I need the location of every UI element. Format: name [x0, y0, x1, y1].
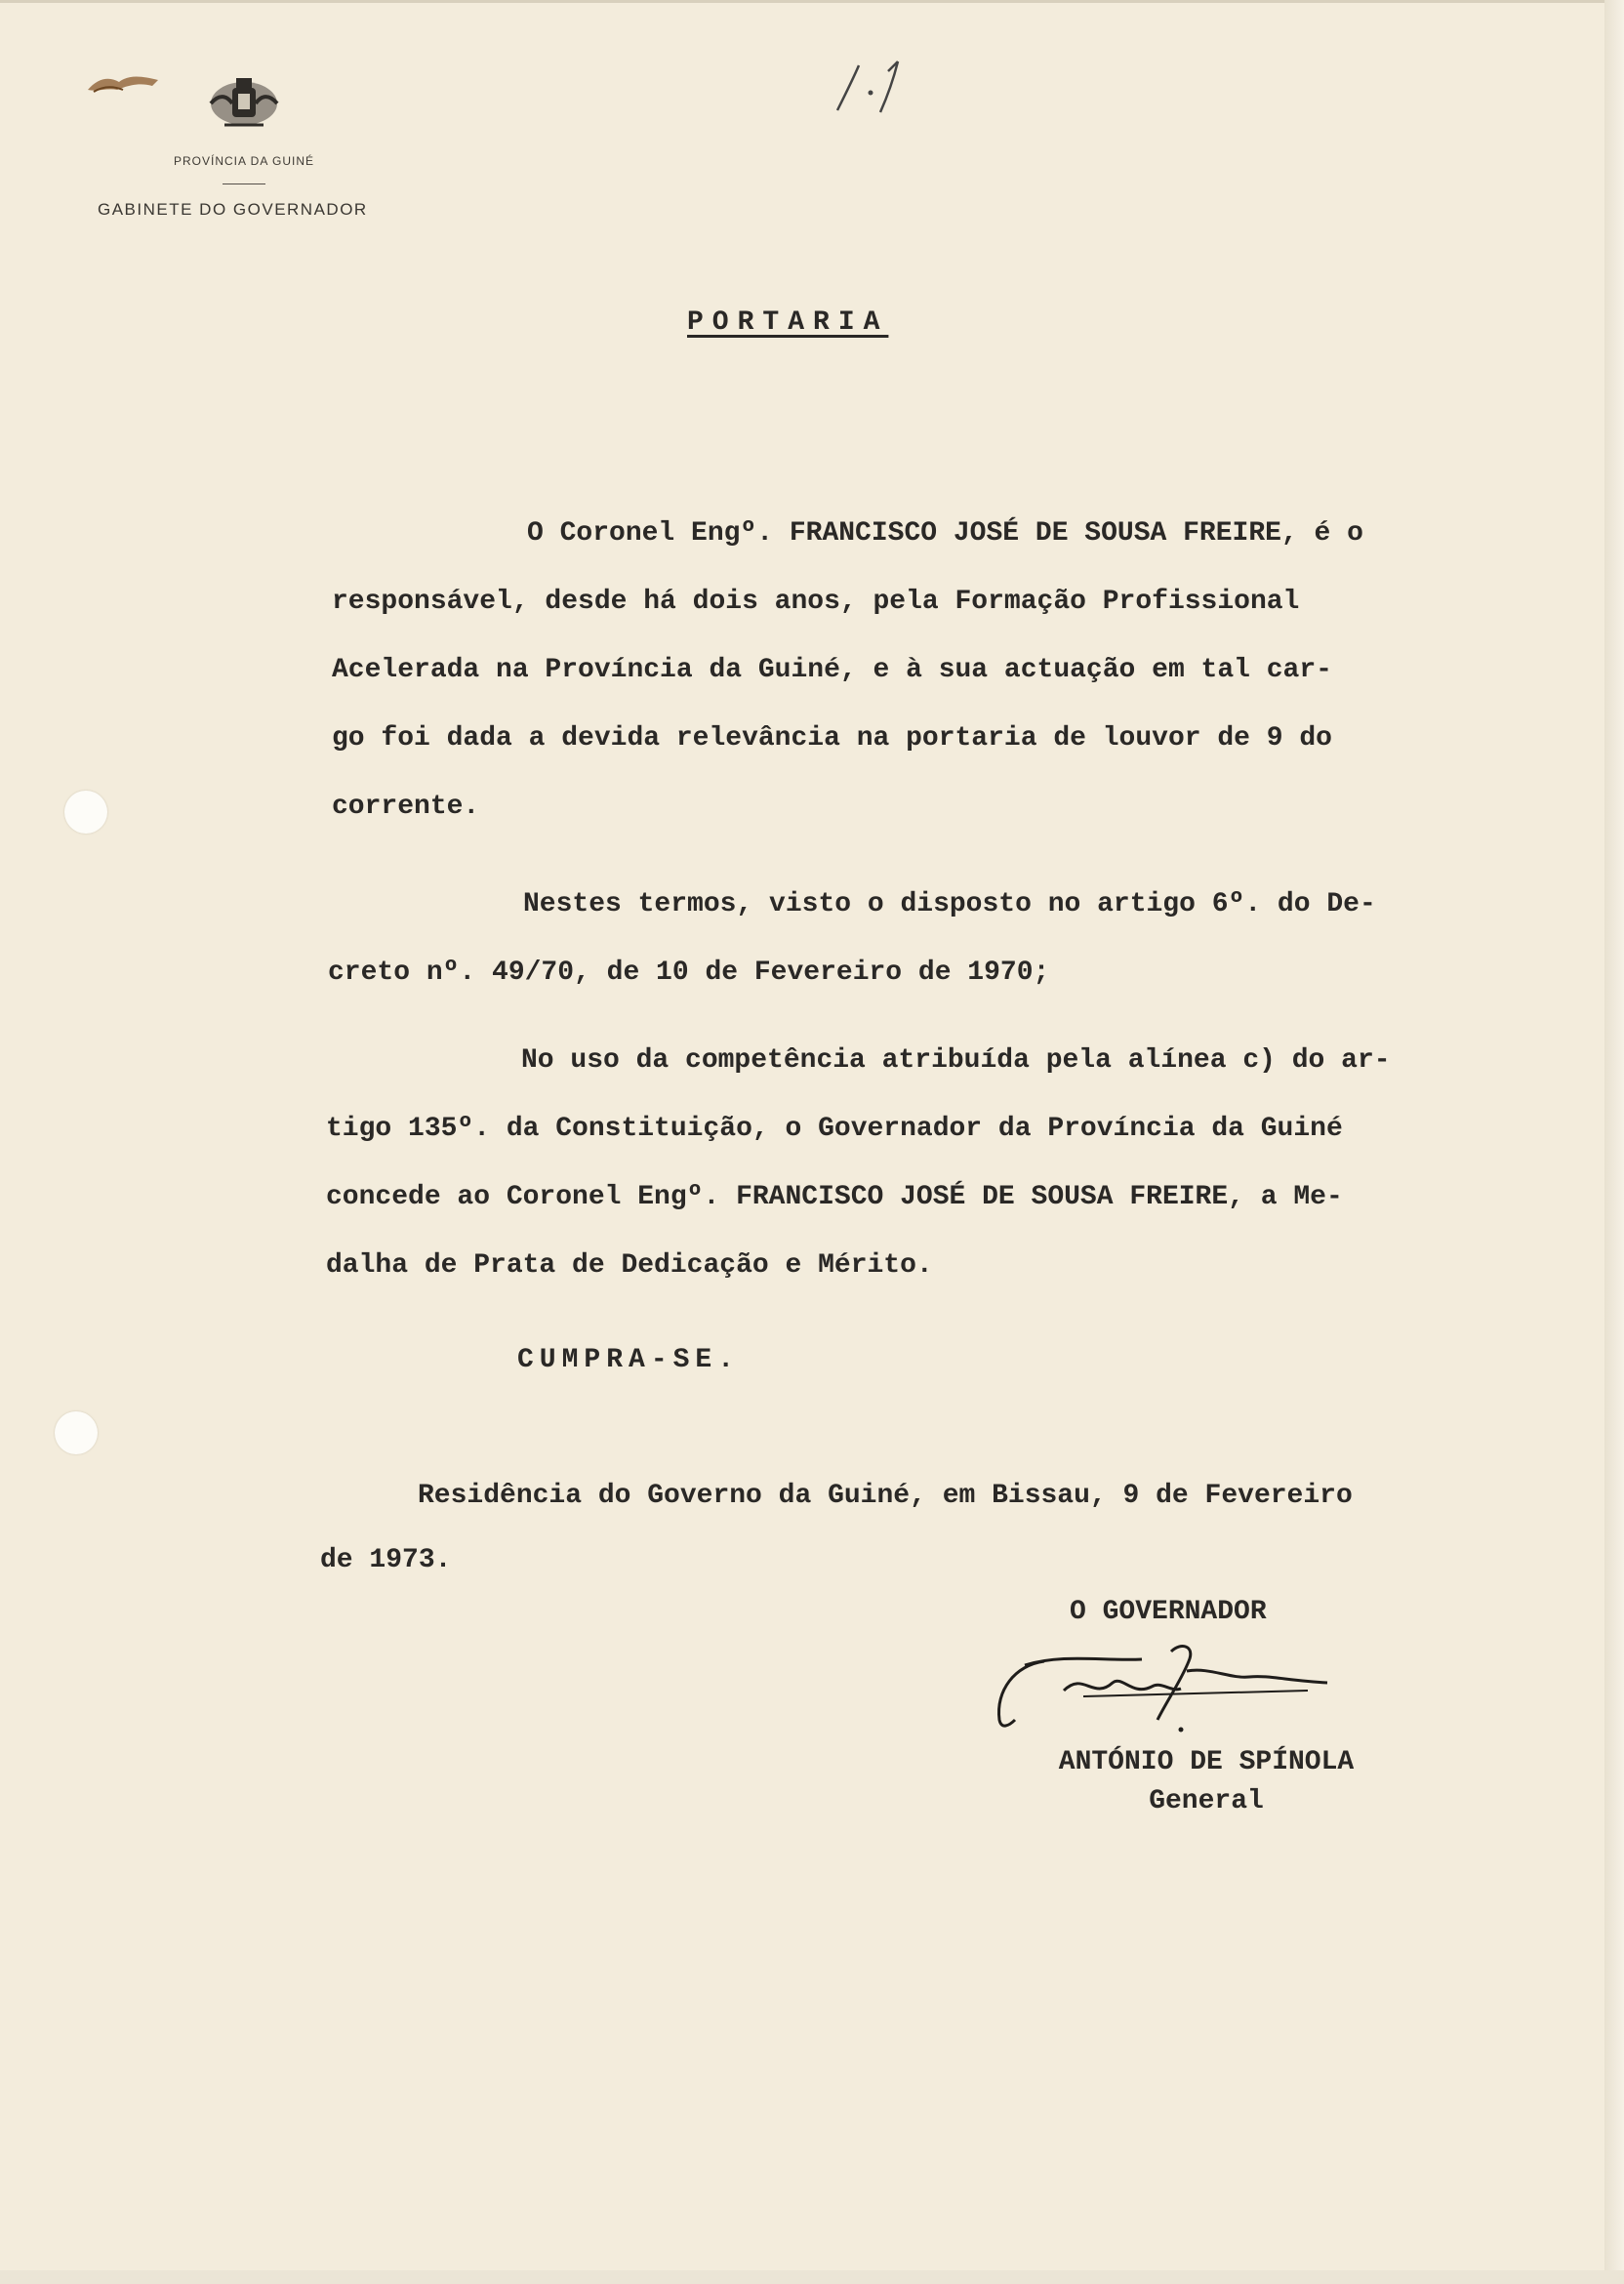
paragraph-2 — [328, 871, 1528, 1007]
signatory-name: ANTÓNIO DE SPÍNOLA — [1058, 1747, 1355, 1777]
text-line: tigo 135º. da Constituição, o Governador da Província da Guiné — [326, 1114, 1343, 1144]
signatory-rank: General — [1149, 1786, 1264, 1816]
signatory-title: O GOVERNADOR — [1070, 1597, 1267, 1627]
punch-hole — [55, 1411, 98, 1454]
handwritten-folio-mark — [830, 54, 908, 122]
page-edge — [1604, 0, 1624, 2284]
punch-hole — [64, 791, 107, 834]
handwritten-signature — [986, 1632, 1357, 1739]
place-and-date — [320, 1464, 1353, 1593]
text-line: concede ao Coronel Engº. FRANCISCO JOSÉ DE SOUSA FREIRE, a Me- — [326, 1182, 1343, 1212]
text-line: Residência do Governo da Guiné, em Bissau, 9 de Fevereiro — [418, 1481, 1353, 1511]
coat-of-arms-icon — [205, 68, 283, 137]
letterhead-office: GABINETE DO GOVERNADOR — [98, 200, 368, 219]
text-line: O Coronel Engº. FRANCISCO JOSÉ DE SOUSA FREIRE, é o — [527, 518, 1363, 549]
text-line: Nestes termos, visto o disposto no artigo 6º. do De- — [523, 889, 1376, 919]
text-line: de 1973. — [320, 1545, 452, 1575]
text-line: creto nº. 49/70, de 10 de Fevereiro de 1970; — [328, 958, 1050, 988]
page-bottom-edge — [0, 2270, 1624, 2284]
paragraph-3 — [326, 1027, 1526, 1300]
closing-order: CUMPRA-SE. — [517, 1345, 741, 1375]
document-title: PORTARIA — [687, 307, 889, 338]
letterhead-province: PROVÍNCIA DA GUINÉ — [173, 154, 315, 168]
torn-paper-mark — [84, 68, 162, 98]
text-line: dalha de Prata de Dedicação e Mérito. — [326, 1250, 933, 1281]
text-line: responsável, desde há dois anos, pela Formação Profissional — [332, 587, 1300, 617]
text-line: go foi dada a devida relevância na portaria de louvor de 9 do — [332, 723, 1332, 754]
text-line: corrente. — [332, 792, 480, 822]
text-line: Acelerada na Província da Guiné, e à sua actuação em tal car- — [332, 655, 1332, 685]
paragraph-1 — [332, 500, 1532, 841]
text-line: No uso da competência atribuída pela alínea c) do ar- — [521, 1045, 1391, 1076]
